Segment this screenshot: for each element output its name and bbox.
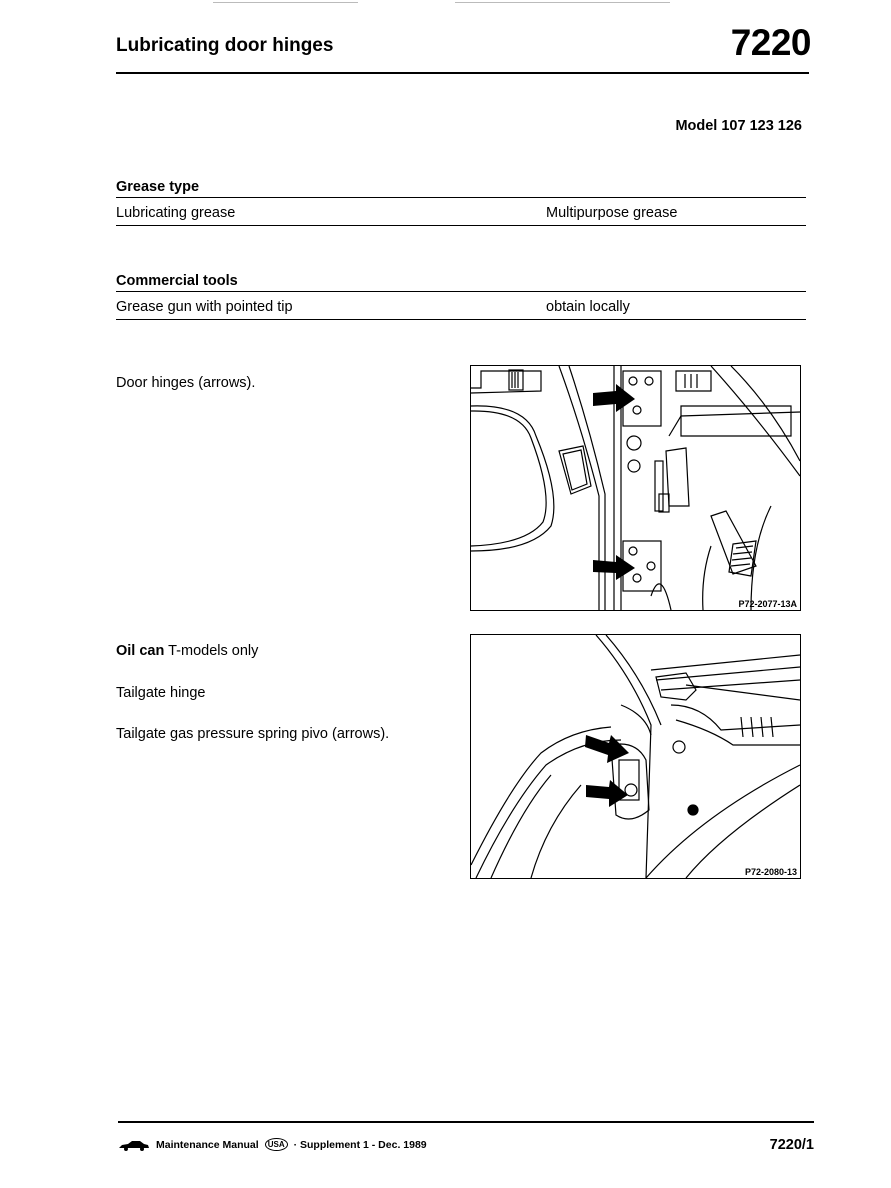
grease-type-value: Multipurpose grease [546,205,678,221]
commercial-tools-value: obtain locally [546,299,630,315]
oil-can-note: T-models only [164,643,259,659]
document-number: 7220 [730,22,811,63]
figure2-line3: Tailgate gas pressure spring pivo (arrows). [116,726,390,742]
car-icon [118,1139,150,1151]
figure2-caption [116,643,258,659]
scan-rule-right [455,2,670,3]
commercial-tools-rule-top [116,291,806,292]
figure2-label: P72-2080-13 [744,867,797,877]
commercial-tools-rule-bottom [116,319,806,320]
scan-rule-left [213,2,358,3]
footer-supplement: · Supplement 1 - Dec. 1989 [293,1138,427,1151]
oil-can-label: Oil can [116,643,165,659]
footer-line [118,1138,427,1151]
usa-badge: USA [265,1138,288,1151]
grease-type-item: Lubricating grease [116,205,236,221]
commercial-tools-heading: Commercial tools [116,273,238,289]
header-divider [116,72,809,74]
page-title: Lubricating door hinges [116,35,334,56]
footer-manual: Maintenance Manual [156,1138,259,1151]
page-number: 7220/1 [769,1137,814,1153]
figure1-label: P72-2077-13A [738,599,797,609]
grease-type-rule-bottom [116,225,806,226]
footer-divider [118,1121,814,1123]
figure2-line2: Tailgate hinge [116,685,206,701]
figure1-caption: Door hinges (arrows). [116,375,256,391]
door-hinges-figure [470,365,801,611]
grease-type-heading: Grease type [116,179,200,195]
grease-type-rule-top [116,197,806,198]
tailgate-hinge-figure [470,634,801,879]
model-line: Model 107 123 126 [675,118,802,134]
commercial-tools-item: Grease gun with pointed tip [116,299,293,315]
